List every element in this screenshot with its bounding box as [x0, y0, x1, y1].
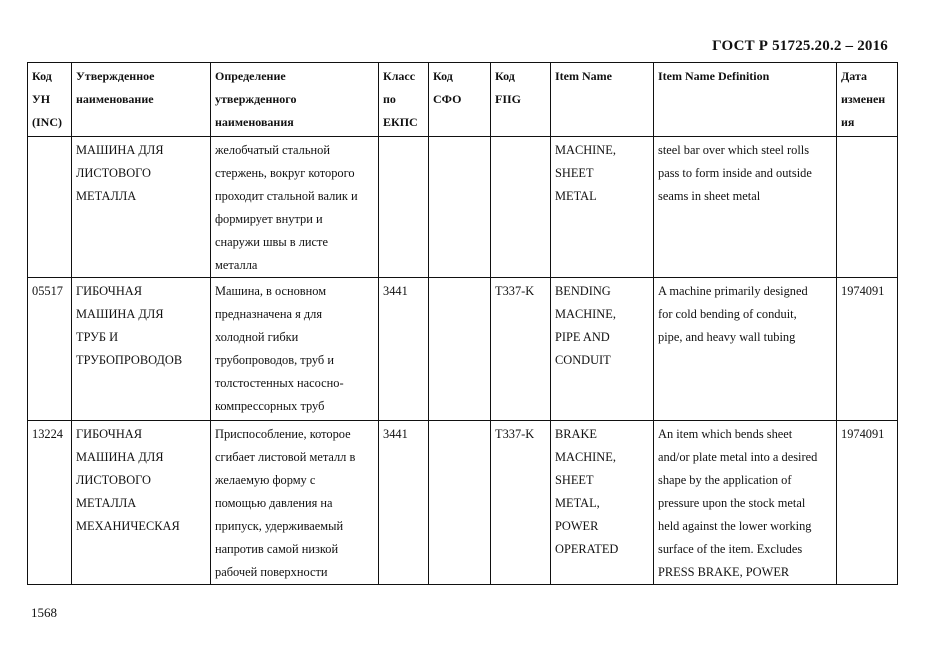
- cell-text-line: предназначена я для: [215, 307, 323, 321]
- cell-inc: 13224: [28, 421, 72, 585]
- cell-text-line: MACHINE,: [555, 450, 616, 464]
- cell-definition: [211, 421, 379, 585]
- cell-definition: [211, 278, 379, 421]
- cell-text-line: наименования: [215, 115, 294, 129]
- cell-item-definition: [654, 137, 837, 278]
- cell-text-line: Item Name Definition: [658, 69, 770, 83]
- cell-text-line: METAL: [555, 189, 597, 203]
- cell-text-line: УН: [32, 92, 51, 106]
- cell-text-line: Item Name: [555, 69, 612, 83]
- col-header-class: [379, 63, 429, 137]
- cell-text-line: POWER: [555, 519, 599, 533]
- cell-text-line: утвержденного: [215, 92, 297, 106]
- table-row: [28, 421, 898, 585]
- cell-text-line: and/or plate metal into a desired: [658, 450, 818, 464]
- cell-text-line: толстостенных насосно-: [215, 376, 344, 390]
- table-row: [28, 278, 898, 421]
- cell-sfo: [429, 421, 491, 585]
- page-number: 1568: [31, 605, 57, 620]
- cell-item-name: [551, 421, 654, 585]
- cell-text-line: напротив самой низкой: [215, 542, 339, 556]
- cell-text-line: pressure upon the stock metal: [658, 496, 806, 510]
- cell-text-line: PIPE AND: [555, 330, 610, 344]
- cell-text-line: ТРУБ И: [76, 330, 119, 344]
- cell-definition: [211, 137, 379, 278]
- cell-date: [837, 137, 898, 278]
- cell-approved-name: [72, 278, 211, 421]
- cell-text-line: BENDING: [555, 284, 611, 298]
- cell-text-line: ТРУБОПРОВОДОВ: [76, 353, 183, 367]
- table-header-row: [28, 63, 898, 137]
- cell-inc: 05517: [28, 278, 72, 421]
- cell-text-line: МАШИНА ДЛЯ: [76, 450, 164, 464]
- cell-text-line: An item which bends sheet: [658, 427, 793, 441]
- cell-class: [379, 137, 429, 278]
- col-header-approved-name: [72, 63, 211, 137]
- col-header-sfo: [429, 63, 491, 137]
- cell-text-line: METAL,: [555, 496, 600, 510]
- cell-text-line: BRAKE: [555, 427, 597, 441]
- cell-text-line: металла: [215, 258, 258, 272]
- cell-text-line: ЛИСТОВОГО: [76, 473, 151, 487]
- cell-text-line: (INC): [32, 115, 62, 129]
- cell-text-line: ГИБОЧНАЯ: [76, 427, 142, 441]
- cell-text-line: ЛИСТОВОГО: [76, 166, 151, 180]
- nomenclature-table: [27, 62, 898, 585]
- cell-text-line: СФО: [433, 92, 462, 106]
- cell-text-line: CONDUIT: [555, 353, 611, 367]
- cell-text-line: Дата: [841, 69, 867, 83]
- cell-text-line: SHEET: [555, 166, 594, 180]
- col-header-fiig: [491, 63, 551, 137]
- cell-approved-name: [72, 421, 211, 585]
- cell-text-line: pass to form inside and outside: [658, 166, 812, 180]
- cell-text-line: стержень, вокруг которого: [215, 166, 355, 180]
- cell-approved-name: [72, 137, 211, 278]
- col-header-item-name: [551, 63, 654, 137]
- cell-text-line: МЕТАЛЛА: [76, 189, 137, 203]
- cell-text-line: steel bar over which steel rolls: [658, 143, 810, 157]
- cell-text-line: ия: [841, 115, 855, 129]
- cell-text-line: желобчатый стальной: [215, 143, 330, 157]
- cell-fiig: [491, 137, 551, 278]
- cell-text-line: Приспособление, которое: [215, 427, 351, 441]
- cell-text-line: МЕХАНИЧЕСКАЯ: [76, 519, 180, 533]
- cell-text-line: PRESS BRAKE, POWER: [658, 565, 790, 579]
- cell-item-definition: [654, 421, 837, 585]
- cell-text-line: холодной гибки: [215, 330, 299, 344]
- col-header-inc: [28, 63, 72, 137]
- cell-item-name: [551, 278, 654, 421]
- cell-text-line: по: [383, 92, 396, 106]
- cell-text-line: изменен: [841, 92, 886, 106]
- cell-class: 3441: [379, 278, 429, 421]
- cell-text-line: формирует внутри и: [215, 212, 323, 226]
- cell-text-line: Код: [495, 69, 515, 83]
- cell-class: 3441: [379, 421, 429, 585]
- cell-text-line: сгибает листовой металл в: [215, 450, 356, 464]
- cell-text-line: помощью давления на: [215, 496, 333, 510]
- cell-text-line: SHEET: [555, 473, 594, 487]
- cell-text-line: Машина, в основном: [215, 284, 327, 298]
- cell-text-line: for cold bending of conduit,: [658, 307, 797, 321]
- cell-sfo: [429, 137, 491, 278]
- cell-text-line: shape by the application of: [658, 473, 792, 487]
- document-standard-code: ГОСТ Р 51725.20.2 – 2016: [712, 38, 888, 54]
- cell-fiig: T337-K: [491, 421, 551, 585]
- cell-item-name: [551, 137, 654, 278]
- cell-text-line: A machine primarily designed: [658, 284, 808, 298]
- cell-text-line: наименование: [76, 92, 154, 106]
- cell-text-line: снаружи швы в листе: [215, 235, 328, 249]
- cell-text-line: Код: [32, 69, 52, 83]
- col-header-definition: [211, 63, 379, 137]
- cell-text-line: Код: [433, 69, 453, 83]
- cell-text-line: МАШИНА ДЛЯ: [76, 307, 164, 321]
- cell-text-line: желаемую форму с: [215, 473, 316, 487]
- cell-text-line: FIIG: [495, 92, 522, 106]
- cell-text-line: проходит стальной валик и: [215, 189, 358, 203]
- cell-text-line: МЕТАЛЛА: [76, 496, 137, 510]
- table-row: [28, 137, 898, 278]
- col-header-item-definition: [654, 63, 837, 137]
- cell-text-line: ГИБОЧНАЯ: [76, 284, 142, 298]
- cell-text-line: surface of the item. Excludes: [658, 542, 803, 556]
- col-header-date: [837, 63, 898, 137]
- cell-text-line: held against the lower working: [658, 519, 812, 533]
- cell-text-line: MACHINE,: [555, 307, 616, 321]
- cell-text-line: Определение: [215, 69, 286, 83]
- cell-text-line: OPERATED: [555, 542, 619, 556]
- cell-text-line: компрессорных труб: [215, 399, 325, 413]
- cell-item-definition: [654, 278, 837, 421]
- cell-text-line: Класс: [383, 69, 416, 83]
- cell-text-line: seams in sheet metal: [658, 189, 761, 203]
- cell-fiig: T337-K: [491, 278, 551, 421]
- cell-text-line: рабочей поверхности: [215, 565, 328, 579]
- cell-text-line: МАШИНА ДЛЯ: [76, 143, 164, 157]
- cell-text-line: трубопроводов, труб и: [215, 353, 334, 367]
- cell-sfo: [429, 278, 491, 421]
- cell-text-line: припуск, удерживаемый: [215, 519, 344, 533]
- cell-date: 1974091: [837, 278, 898, 421]
- cell-inc: [28, 137, 72, 278]
- cell-text-line: pipe, and heavy wall tubing: [658, 330, 796, 344]
- cell-text-line: Утвержденное: [76, 69, 155, 83]
- cell-text-line: MACHINE,: [555, 143, 616, 157]
- cell-date: 1974091: [837, 421, 898, 585]
- cell-text-line: ЕКПС: [383, 115, 418, 129]
